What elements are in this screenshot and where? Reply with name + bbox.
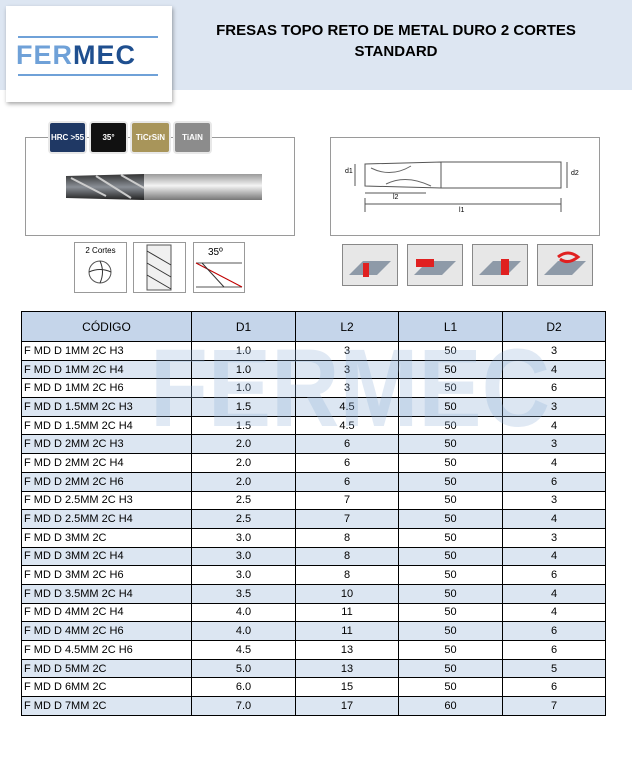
cell-codigo: F MD D 6MM 2C <box>22 678 192 697</box>
table-row <box>22 547 606 566</box>
table-row <box>22 584 606 603</box>
table-row <box>22 678 606 697</box>
cell-d1: 1.0 <box>192 360 296 379</box>
header-l1: L1 <box>399 312 503 342</box>
cell-codigo: F MD D 1MM 2C H3 <box>22 342 192 361</box>
cell-d1: 2.0 <box>192 435 296 454</box>
application-profiling-icon <box>472 244 528 286</box>
table-row <box>22 435 606 454</box>
dim-l1-label: l1 <box>459 207 465 214</box>
cell-codigo: F MD D 4MM 2C H4 <box>22 603 192 622</box>
cell-l2: 11 <box>296 622 399 641</box>
cell-d1: 2.0 <box>192 454 296 473</box>
badge-angle-label: 35° <box>102 132 115 142</box>
badge-hrc <box>48 121 87 154</box>
cell-l2: 3 <box>296 360 399 379</box>
dimensions-panel <box>330 137 600 236</box>
application-slotting-icon <box>342 244 398 286</box>
cell-d2: 3 <box>503 491 606 510</box>
cell-codigo: F MD D 1.5MM 2C H4 <box>22 416 192 435</box>
cell-codigo: F MD D 7MM 2C <box>22 697 192 716</box>
badge-hrc-label: HRC >55 <box>50 132 85 142</box>
cell-codigo: F MD D 2MM 2C H3 <box>22 435 192 454</box>
cell-l1: 50 <box>399 528 503 547</box>
header-d2: D2 <box>503 312 606 342</box>
header-l2: L2 <box>296 312 399 342</box>
dim-l2-label: l2 <box>393 194 399 201</box>
cell-d1: 1.5 <box>192 398 296 417</box>
cell-l1: 50 <box>399 641 503 660</box>
cell-l2: 4.5 <box>296 416 399 435</box>
cell-codigo: F MD D 1MM 2C H4 <box>22 360 192 379</box>
cell-d1: 1.5 <box>192 416 296 435</box>
table-row <box>22 398 606 417</box>
badge-tialn-label: TiAlN <box>182 132 203 142</box>
table-header-row <box>22 312 606 342</box>
cell-d1: 6.0 <box>192 678 296 697</box>
cell-d1: 3.5 <box>192 584 296 603</box>
cell-l2: 17 <box>296 697 399 716</box>
cell-l2: 11 <box>296 603 399 622</box>
table-row <box>22 603 606 622</box>
cell-codigo: F MD D 3MM 2C H4 <box>22 547 192 566</box>
cell-d2: 5 <box>503 659 606 678</box>
cell-d1: 3.0 <box>192 528 296 547</box>
cell-l1: 50 <box>399 603 503 622</box>
cell-l1: 50 <box>399 491 503 510</box>
badge-coating-tialn <box>173 121 212 154</box>
dim-d1-label: d1 <box>345 168 353 175</box>
table-row <box>22 342 606 361</box>
cell-l2: 7 <box>296 510 399 529</box>
page-title <box>180 20 612 62</box>
cell-d2: 4 <box>503 454 606 473</box>
cell-codigo: F MD D 2MM 2C H6 <box>22 472 192 491</box>
table-row <box>22 454 606 473</box>
dim-d2-label: d2 <box>571 170 579 177</box>
cell-d2: 6 <box>503 472 606 491</box>
cell-d2: 4 <box>503 547 606 566</box>
cell-l1: 50 <box>399 472 503 491</box>
cell-d1: 2.0 <box>192 472 296 491</box>
cell-d1: 2.5 <box>192 510 296 529</box>
cell-l1: 50 <box>399 678 503 697</box>
table-row <box>22 528 606 547</box>
cell-d1: 1.0 <box>192 342 296 361</box>
cell-d1: 3.0 <box>192 547 296 566</box>
flutes-icon <box>74 242 127 293</box>
cell-d1: 4.0 <box>192 622 296 641</box>
title-line-2: STANDARD <box>354 43 438 60</box>
cell-d1: 1.0 <box>192 379 296 398</box>
table-row <box>22 566 606 585</box>
cell-l1: 50 <box>399 454 503 473</box>
cell-l2: 3 <box>296 379 399 398</box>
cell-d2: 4 <box>503 510 606 529</box>
table-row <box>22 472 606 491</box>
cell-d1: 2.5 <box>192 491 296 510</box>
cell-l2: 8 <box>296 566 399 585</box>
cell-d1: 3.0 <box>192 566 296 585</box>
helix-flute-icon <box>133 242 186 293</box>
cell-d2: 7 <box>503 697 606 716</box>
cell-d1: 4.0 <box>192 603 296 622</box>
table-row <box>22 659 606 678</box>
cell-codigo: F MD D 3.5MM 2C H4 <box>22 584 192 603</box>
table-row <box>22 491 606 510</box>
cell-l1: 50 <box>399 547 503 566</box>
cell-l1: 50 <box>399 342 503 361</box>
cell-l1: 50 <box>399 398 503 417</box>
cell-d1: 7.0 <box>192 697 296 716</box>
helix-angle-label: 35º <box>208 247 223 258</box>
cell-l2: 6 <box>296 435 399 454</box>
cell-l1: 50 <box>399 622 503 641</box>
cell-l2: 10 <box>296 584 399 603</box>
brand-logo <box>6 6 172 102</box>
cell-l1: 50 <box>399 379 503 398</box>
table-row <box>22 641 606 660</box>
cell-d2: 6 <box>503 566 606 585</box>
badge-helix-angle <box>89 121 128 154</box>
cell-codigo: F MD D 4.5MM 2C H6 <box>22 641 192 660</box>
application-ramping-icon <box>537 244 593 286</box>
cell-l1: 50 <box>399 435 503 454</box>
table-row <box>22 416 606 435</box>
cell-codigo: F MD D 2.5MM 2C H4 <box>22 510 192 529</box>
cell-l2: 15 <box>296 678 399 697</box>
cell-d1: 4.5 <box>192 641 296 660</box>
cell-d2: 6 <box>503 641 606 660</box>
watermark-text: FERMEC <box>150 340 550 435</box>
cell-l2: 3 <box>296 342 399 361</box>
cell-l2: 7 <box>296 491 399 510</box>
cell-l2: 4.5 <box>296 398 399 417</box>
cell-l1: 50 <box>399 566 503 585</box>
cell-l2: 6 <box>296 472 399 491</box>
cell-d1: 5.0 <box>192 659 296 678</box>
flute-section-icon <box>75 255 126 289</box>
cell-d2: 4 <box>503 584 606 603</box>
cell-d2: 4 <box>503 603 606 622</box>
cell-d2: 3 <box>503 398 606 417</box>
cell-d2: 6 <box>503 678 606 697</box>
cell-codigo: F MD D 2.5MM 2C H3 <box>22 491 192 510</box>
cell-d2: 3 <box>503 528 606 547</box>
header-codigo: CÓDIGO <box>22 312 192 342</box>
helix-angle-icon <box>193 242 245 293</box>
cell-codigo: F MD D 1MM 2C H6 <box>22 379 192 398</box>
cell-l1: 60 <box>399 697 503 716</box>
cell-d2: 3 <box>503 435 606 454</box>
cell-d2: 4 <box>503 416 606 435</box>
table-row <box>22 622 606 641</box>
cell-l1: 50 <box>399 416 503 435</box>
cell-d2: 4 <box>503 360 606 379</box>
cell-codigo: F MD D 2MM 2C H4 <box>22 454 192 473</box>
flutes-label: 2 Cortes <box>85 246 116 255</box>
cell-l1: 50 <box>399 659 503 678</box>
header-d1: D1 <box>192 312 296 342</box>
badge-ticrsin-label: TiCrSiN <box>135 132 166 142</box>
application-side-milling-icon <box>407 244 463 286</box>
badge-coating-ticrsin <box>130 121 171 154</box>
cell-codigo: F MD D 1.5MM 2C H3 <box>22 398 192 417</box>
table-row <box>22 697 606 716</box>
cell-d2: 3 <box>503 342 606 361</box>
cell-codigo: F MD D 3MM 2C H6 <box>22 566 192 585</box>
cell-l2: 8 <box>296 528 399 547</box>
cell-l1: 50 <box>399 584 503 603</box>
cell-l2: 13 <box>296 659 399 678</box>
table-row <box>22 360 606 379</box>
cell-l2: 8 <box>296 547 399 566</box>
cell-d2: 6 <box>503 379 606 398</box>
logo-text: FERMEC <box>16 40 136 70</box>
cell-codigo: F MD D 4MM 2C H6 <box>22 622 192 641</box>
cell-l2: 13 <box>296 641 399 660</box>
dimension-drawing <box>331 138 599 235</box>
cell-l2: 6 <box>296 454 399 473</box>
cell-l1: 50 <box>399 510 503 529</box>
title-line-1: FRESAS TOPO RETO DE METAL DURO 2 CORTES <box>216 22 576 39</box>
cell-d2: 6 <box>503 622 606 641</box>
cell-codigo: F MD D 5MM 2C <box>22 659 192 678</box>
cell-l1: 50 <box>399 360 503 379</box>
table-row <box>22 510 606 529</box>
cell-codigo: F MD D 3MM 2C <box>22 528 192 547</box>
table-row <box>22 379 606 398</box>
specs-table <box>21 311 606 716</box>
